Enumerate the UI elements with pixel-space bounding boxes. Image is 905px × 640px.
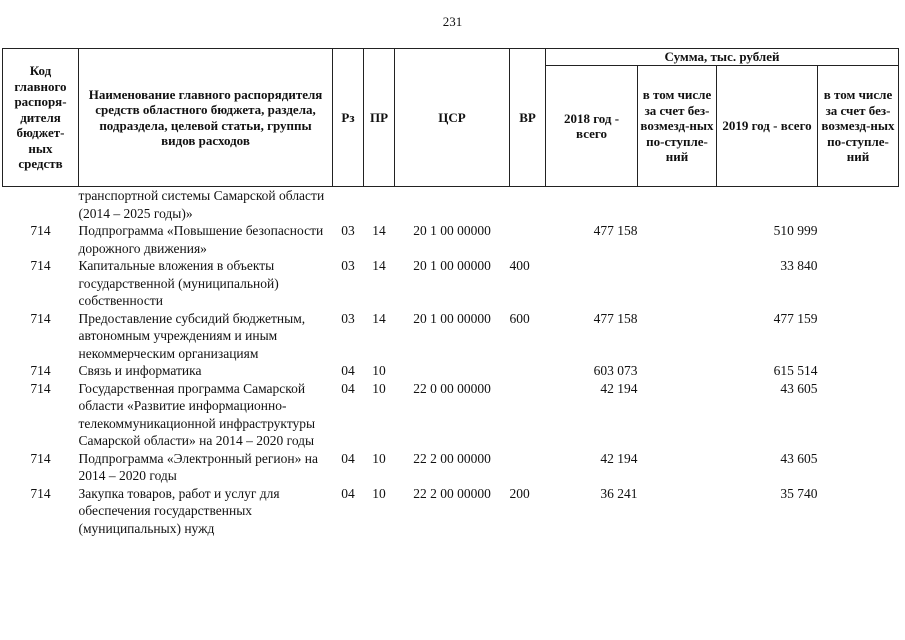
row-free-2019 — [818, 257, 899, 310]
table-row — [3, 187, 899, 223]
row-name: транспортной системы Самарской области (2014 – 2025 годы)» — [78, 188, 325, 221]
row-name: Подпрограмма «Повышение безопасности дорожного движения» — [78, 223, 324, 256]
row-code: 714 — [30, 310, 51, 326]
row-pr — [364, 187, 395, 223]
row-free-2018 — [638, 450, 717, 485]
header-csr: ЦСР — [395, 49, 510, 187]
row-vr: 400 — [509, 258, 530, 273]
header-vr: ВР — [510, 49, 546, 187]
row-csr: 20 1 00 00000 — [413, 310, 491, 326]
row-sum-2019: 510 999 — [773, 223, 818, 238]
header-pr: ПР — [364, 49, 395, 187]
row-csr: 22 2 00 00000 — [413, 450, 491, 466]
row-free-2019 — [818, 450, 899, 485]
row-sum-2019: 43 605 — [780, 450, 818, 466]
row-vr: 200 — [509, 485, 530, 501]
row-sum-2018 — [546, 257, 638, 310]
row-name: Закупка товаров, работ и услуг для обеспечения государственных (муниципальных) нужд — [78, 485, 280, 536]
row-rz: 03 — [341, 310, 355, 326]
table-row — [3, 485, 899, 538]
row-free-2018 — [638, 485, 717, 538]
row-sum-2018: 477 158 — [593, 223, 638, 238]
row-sum-2019: 35 740 — [780, 485, 818, 501]
row-free-2019 — [818, 362, 899, 380]
row-pr: 14 — [372, 223, 386, 238]
row-code — [3, 187, 79, 223]
row-name: Государственная программа Самарской области «Развитие информационно-телекоммуникационной инфраструктуры Самарской области» на 2014 – 2020 годы — [78, 380, 316, 448]
row-sum-2019: 615 514 — [773, 363, 818, 378]
row-free-2019 — [818, 222, 899, 257]
row-free-2018 — [638, 222, 717, 257]
row-code: 714 — [30, 380, 51, 396]
header-code: Код главного распоря-дителя бюджет-ных средств — [3, 49, 79, 187]
row-rz: 04 — [341, 380, 355, 396]
table-row — [3, 362, 899, 380]
header-2018-total: 2018 год - всего — [546, 66, 638, 187]
row-csr: 22 2 00 00000 — [413, 485, 491, 501]
row-csr — [395, 362, 510, 380]
row-rz: 04 — [341, 485, 355, 501]
page-number: 231 — [442, 14, 463, 29]
header-2019-free: в том числе за счет без-возмезд-ных по-ступле-ний — [818, 66, 899, 187]
row-pr: 10 — [372, 485, 386, 501]
row-free-2018 — [638, 310, 717, 363]
table-header — [3, 49, 899, 187]
row-rz: 04 — [341, 363, 355, 378]
row-csr: 22 0 00 00000 — [413, 380, 491, 396]
row-vr — [510, 222, 546, 257]
table-row — [3, 257, 899, 310]
row-rz: 03 — [341, 258, 355, 273]
row-code: 714 — [30, 258, 51, 273]
row-free-2018 — [638, 257, 717, 310]
row-name: Предоставление субсидий бюджетным, автономным учреждениям и иным некоммерческим организациям — [78, 310, 306, 361]
row-vr — [510, 450, 546, 485]
row-pr: 14 — [372, 310, 386, 326]
row-vr — [510, 362, 546, 380]
row-sum-2019: 43 605 — [780, 380, 818, 396]
table-body — [3, 187, 899, 538]
row-pr: 10 — [372, 380, 386, 396]
row-free-2019 — [818, 380, 899, 450]
row-free-2019 — [818, 187, 899, 223]
row-sum-2019: 477 159 — [773, 310, 818, 326]
row-pr: 10 — [372, 450, 386, 466]
row-sum-2018: 36 241 — [600, 485, 638, 501]
row-csr — [395, 187, 510, 223]
row-free-2018 — [638, 187, 717, 223]
table-row — [3, 380, 899, 450]
row-name: Капитальные вложения в объекты государственной (муниципальной) собственности — [78, 258, 279, 308]
row-code: 714 — [30, 363, 51, 378]
row-vr: 600 — [509, 310, 530, 326]
row-sum-2019 — [717, 187, 818, 223]
row-sum-2018 — [546, 187, 638, 223]
row-sum-2018: 603 073 — [593, 363, 638, 378]
table-row — [3, 450, 899, 485]
row-name: Подпрограмма «Электронный регион» на 2014 – 2020 годы — [78, 450, 318, 483]
row-pr: 10 — [372, 363, 386, 378]
row-free-2019 — [818, 310, 899, 363]
table-row — [3, 310, 899, 363]
row-rz — [333, 187, 364, 223]
row-sum-2018: 42 194 — [600, 380, 638, 396]
row-free-2018 — [638, 380, 717, 450]
budget-table — [2, 48, 899, 537]
row-code: 714 — [30, 223, 51, 238]
row-rz: 03 — [341, 223, 355, 238]
row-sum-2018: 477 158 — [593, 310, 638, 326]
row-csr: 20 1 00 00000 — [413, 223, 491, 238]
row-code: 714 — [30, 485, 51, 501]
table-row — [3, 222, 899, 257]
header-name: Наименование главного распорядителя средств областного бюджета, раздела, подраздела, целевой статьи, группы видов расходов — [79, 49, 333, 187]
row-code: 714 — [30, 450, 51, 466]
row-free-2018 — [638, 362, 717, 380]
header-2018-free: в том числе за счет без-возмезд-ных по-ступле-ний — [638, 66, 717, 187]
row-rz: 04 — [341, 450, 355, 466]
header-2019-total: 2019 год - всего — [717, 66, 818, 187]
row-free-2019 — [818, 485, 899, 538]
row-vr — [510, 380, 546, 450]
row-vr — [510, 187, 546, 223]
row-pr: 14 — [372, 258, 386, 273]
row-sum-2018: 42 194 — [600, 450, 638, 466]
row-sum-2019: 33 840 — [780, 258, 818, 273]
row-csr: 20 1 00 00000 — [413, 258, 491, 273]
header-rz: Рз — [333, 49, 364, 187]
header-sum-group: Сумма, тыс. рублей — [546, 49, 899, 66]
row-name: Связь и информатика — [78, 363, 202, 378]
